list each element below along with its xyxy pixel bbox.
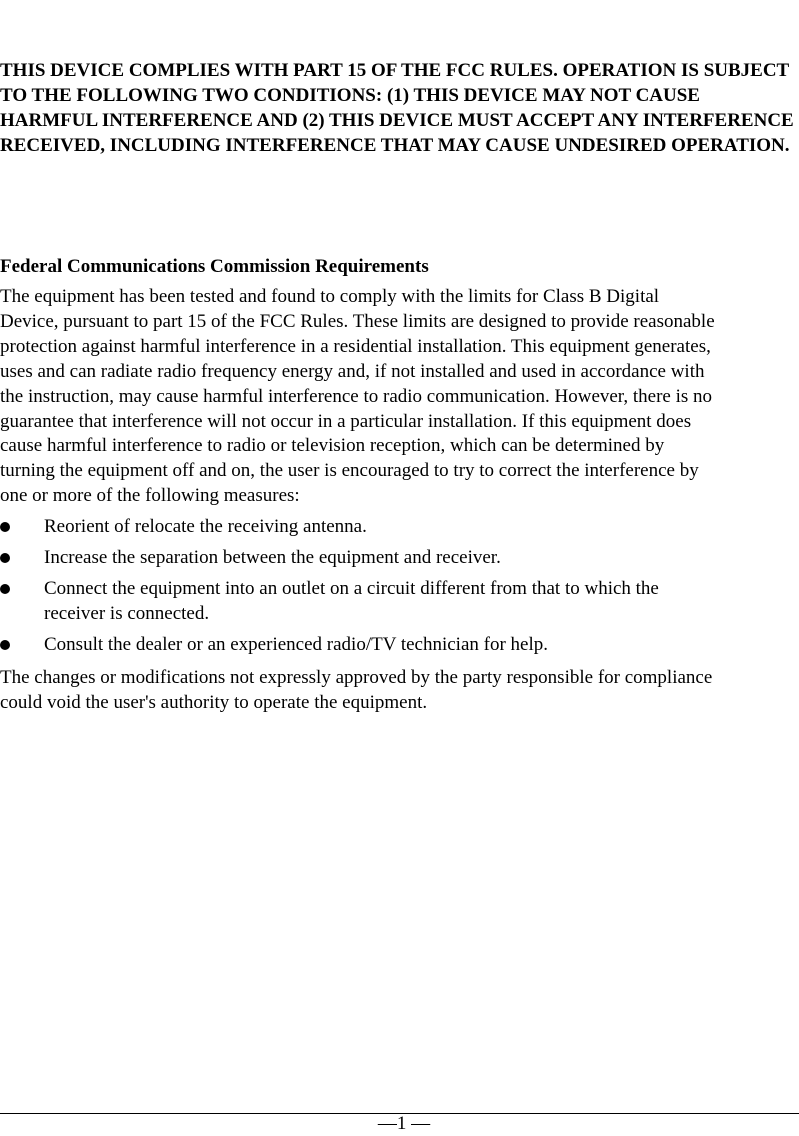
paragraph-line: cause harmful interference to radio or television reception, which can be determined by bbox=[0, 435, 665, 457]
list-item bbox=[0, 515, 799, 540]
page-number: —1 — bbox=[377, 1113, 431, 1134]
closing-paragraph bbox=[0, 666, 799, 716]
bullet-dot-icon bbox=[0, 522, 10, 532]
paragraph-line: could void the user's authority to operate the equipment. bbox=[0, 691, 428, 713]
paragraph-line: The equipment has been tested and found to comply with the limits for Class B Digital bbox=[0, 286, 660, 307]
list-item-text: Increase the separation between the equipment and receiver. bbox=[44, 546, 501, 568]
list-item bbox=[0, 633, 799, 658]
paragraph-line: uses and can radiate radio frequency energy and, if not installed and used in accordance with bbox=[0, 360, 705, 382]
list-item bbox=[0, 577, 799, 627]
list-item-text: receiver is connected. bbox=[44, 602, 210, 624]
paragraph-line: Device, pursuant to part 15 of the FCC Rules. These limits are designed to provide reasonable bbox=[0, 310, 715, 332]
paragraph-line: guarantee that interference will not occur in a particular installation. If this equipment does bbox=[0, 410, 692, 432]
requirements-paragraph bbox=[0, 285, 799, 509]
paragraph-line: one or more of the following measures: bbox=[0, 485, 300, 507]
bullet-dot-icon bbox=[0, 584, 10, 594]
paragraph-line: protection against harmful interference in a residential installation. This equipment generates, bbox=[0, 335, 711, 357]
bullet-dot-icon bbox=[0, 640, 10, 650]
section-heading: Federal Communications Commission Requirements bbox=[0, 256, 429, 277]
list-item-text: Connect the equipment into an outlet on a circuit different from that to which the bbox=[44, 577, 659, 599]
paragraph-line: turning the equipment off and on, the user is encouraged to try to correct the interference by bbox=[0, 460, 699, 482]
paragraph-line: the instruction, may cause harmful interference to radio communication. However, there is no bbox=[0, 385, 713, 407]
measures-list bbox=[0, 515, 799, 664]
list-item-text: Consult the dealer or an experienced radio/TV technician for help. bbox=[44, 633, 549, 655]
list-item-text: Reorient of relocate the receiving antenna. bbox=[44, 516, 367, 537]
bullet-dot-icon bbox=[0, 553, 10, 563]
fcc-compliance-statement: THIS DEVICE COMPLIES WITH PART 15 OF THE FCC RULES. OPERATION IS SUBJECT TO THE FOLLOWING TWO CONDITIONS: (1) THIS DEVICE MAY NOT CAUSE HARMFUL INTERFERENCE AND (2) THIS DEVICE MUST ACCEPT ANY INTERFERENCE RECEIVED, INCLUDING INTERFERENCE THAT MAY CAUSE UNDESIRED OPERATION. bbox=[0, 60, 794, 156]
paragraph-line: The changes or modifications not expressly approved by the party responsible for compliance bbox=[0, 667, 713, 688]
list-item bbox=[0, 546, 799, 571]
